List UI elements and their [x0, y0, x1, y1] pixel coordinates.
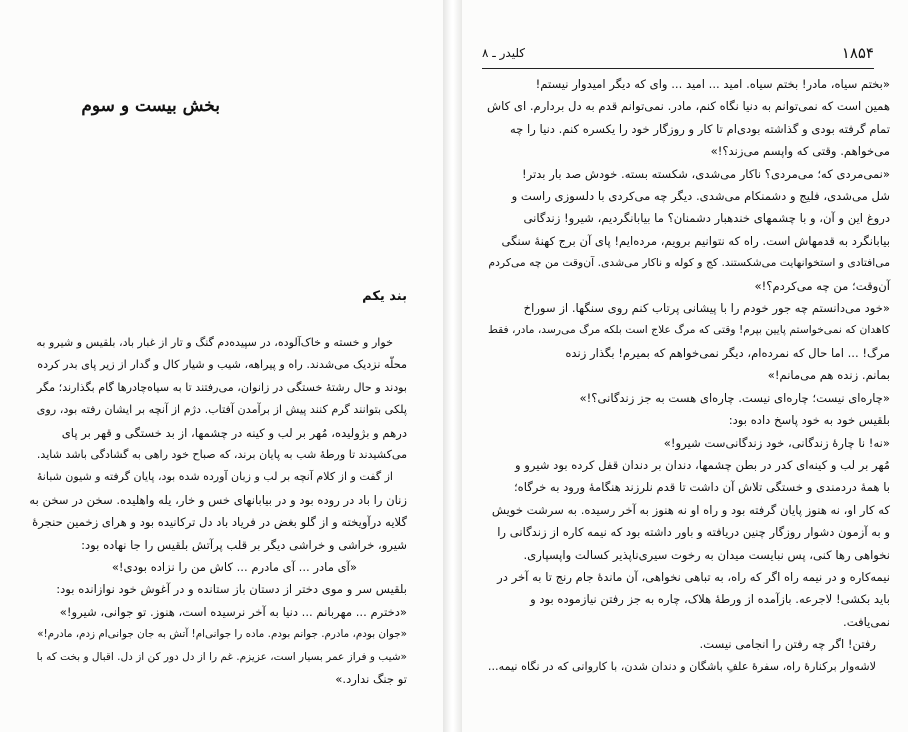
text-line: شل می‌شدی، فلیج و دشمنکام می‌شدی. دیگر چه می‌کردی با دلسوزی راست و [511, 189, 890, 204]
dialogue-line: «شیب و فراز عمر بسیار است، عزیزم. غم را از دل دور کن از دل. اقبال و بخت که با [36, 650, 407, 663]
text-line: نخواهی رها کنی، پس نبایست میدان به رخوت سیری‌ناپذیر کسالت واپسپاری. [523, 547, 890, 562]
dialogue-line: «خود می‌دانستم چه جور خودم را با پیشانی پرتاب کنم روی سنگها. از سوراخ [523, 301, 890, 316]
text-line: درهم و بژولیده، مُهر بر لب و کینه در چشمها، از بد خستگی و قهر بر پای [61, 425, 407, 440]
text-line: می‌کشیدند تا ورطهٔ شب به پایان برند، که صباح خود راهی به گشادگی باشد شاید. [36, 448, 407, 462]
text-line: باید بکشی! لاجرعه. بازآمده از ورطهٔ هلاک، چاره به جز رفتن نیازموده بود و [530, 592, 890, 607]
dialogue-line: «چاره‌ای نیست؛ چاره‌ای نیست. چاره‌ای هست به جز زندگانی؟!» [579, 390, 890, 405]
running-header [482, 44, 874, 69]
right-page-body [480, 73, 890, 678]
chapter-title: بخش بیست و سوم [81, 96, 220, 116]
text-line: با همهٔ دردمندی و خستگی تلاش آن داشت تا قدم نلرزند هنگامهٔ ورود به خرگاه؛ [513, 480, 890, 495]
dialogue-line: «نمی‌مردی که؛ می‌مردی؟ ناکار می‌شدی، شکسته بسته. خودش صد بار بدتر! [521, 166, 890, 181]
text-line: بمانم. زنده هم می‌مانم!» [767, 368, 890, 383]
text-line: لاشه‌وار برکنارهٔ راه، سفرهٔ علفِ باشگان و دندان شدن، با کاروانی که در نگاه نیمه... [487, 659, 876, 673]
page-number: ۱۸۵۴ [841, 44, 874, 62]
text-line: دروغ این و آن، و با چشمهای خندهبار دشمنان؟ ما بیابانگردیم، شیرو! زندگانی [523, 211, 890, 226]
left-page-body [29, 332, 407, 691]
text-line: محلّه نزدیک می‌شدند. راه و پیراهه، شیب و شیار کال و گدار از زیر پای بدر کرده [37, 358, 407, 372]
dialogue-line: «جوان بودم، مادرم. جوانم بودم. ماده را جوانی‌ام! آتش به جان جوانی‌ام زدم، مادرم!» [37, 628, 407, 641]
text-line: بیابانگرد به قدمهاش است. راه که نتوانیم برویم، مرده‌ایم! پای آن برج کهنهٔ سنگی [501, 233, 890, 248]
text-line: آن‌وقت؛ من چه می‌کردم؟!» [754, 278, 890, 293]
text-line: و به آزمون دشوار روزگار چنین دریافته و باور داشته بود که نیمه کاره از زندگانی را [497, 525, 890, 540]
book-gutter [443, 0, 462, 732]
text-line: کاهدان که نمی‌خواستم پایین بپرم! وقتی که مرگ علاج است بلکه مرگ می‌رسد، مادر، فقط [487, 323, 890, 337]
text-line: پلکی بتوانند گرم کنند پیش از برآمدن آفتاب. دژم از آنچه بر ایشان رفته بود، روی [36, 403, 407, 417]
left-page [0, 0, 443, 732]
dialogue-line: «آی مادر ... آی مادرم ... کاش من را نزاده بودی!» [111, 560, 357, 575]
text-line: مُهر بر لب و کینه‌ای کدر در بطن چشمها، دندان بر دندان قفل کرده بود شیرو و [514, 457, 890, 472]
text-line: می‌افتادی و استخوانهایت می‌شکستند. کج و کوله و ناکار می‌شدی. آن‌وقت من چه می‌کردم [488, 256, 890, 270]
text-line: خوار و خسته و خاک‌آلوده، در سپیده‌دم گنگ و تار از غبار باد، بلقیس و شیرو به [36, 336, 393, 349]
text-line: گلایه درآویخته و از گلو بغض در فریاد باد دل ترکانیده بود و هرای زخمین حنجرهٔ [32, 515, 407, 530]
text-line: تمام گرفته بودی و گذاشته بودی‌ام تا کار و روزگار خود را یکسره کنم. دنیا را چه [509, 121, 890, 136]
dialogue-line: «دخترم ... مهربانم ... دنیا به آخر نرسیده است، هنوز. تو جوانی، شیرو!» [59, 604, 407, 619]
dialogue-line: «نه! نا چارهٔ زندگانی، خود زندگانی‌ست شیرو!» [663, 435, 890, 450]
text-line: شیرو، خراشی و خراشی دیگر بر قلب پرآتش بلقیس را جا نهاده بود: [81, 537, 407, 552]
running-title: کلیدر ـ ۸ [482, 46, 525, 60]
dialogue-line: «بختم سیاه، مادر! بختم سیاه. امید ... امید ... وای که دیگر امیدوار نیستم! [535, 77, 890, 91]
text-line: زنان را باد در روده بود و در بیابانهای خس و خار، یله واهلیده. سخن در سخن به [29, 492, 407, 507]
text-line: نیمه‌کاره و در نیمه راه اگر که راه، به تباهی نخواهی، آن ماندهٔ جام رنج تا به آخر در [497, 569, 890, 584]
dialogue-line: تو جنگ ندارد.» [335, 672, 407, 687]
text-line: می‌خواهم. وقتی که واپسم می‌زند؟!» [710, 144, 890, 159]
right-page [462, 0, 908, 732]
text-line: رفتن! اگر چه رفتن را انجامی نیست. [699, 637, 876, 652]
text-line: نمی‌یافت. [843, 614, 890, 629]
text-line: مرگ! ... اما حال که نمرده‌ام، دیگر نمی‌خواهم که بمیرم! بگذار زنده [565, 345, 890, 360]
section-title: بند یکم [362, 289, 407, 304]
text-line: که کار او، نه هنوز پایان گرفته بود و راه او نه هنوز به آخر رسیده. به سرشت خویش [491, 502, 890, 517]
text-line: بودند و حال رشتهٔ خستگی در زانوان، می‌رفتند تا به سیاه‌چادرها گام بگذارند؛ مگر [36, 380, 407, 394]
text-line: بلقیس سر و موی دختر از دستان باز ستانده و در آغوش خود نوازانده بود: [56, 582, 407, 597]
text-line: همین است که نمی‌توانم به دنیا نگاه کنم، مادر. نمی‌توانم قدم به دل بردارم. ای کاش [487, 99, 890, 114]
text-line: از گفت و از کلام آنچه بر لب و زبان آورده شده بود، پایان گرفته و شیون شبانهٔ [36, 470, 393, 484]
text-line: بلقیس خود به خود پاسخ داده بود: [728, 413, 890, 428]
